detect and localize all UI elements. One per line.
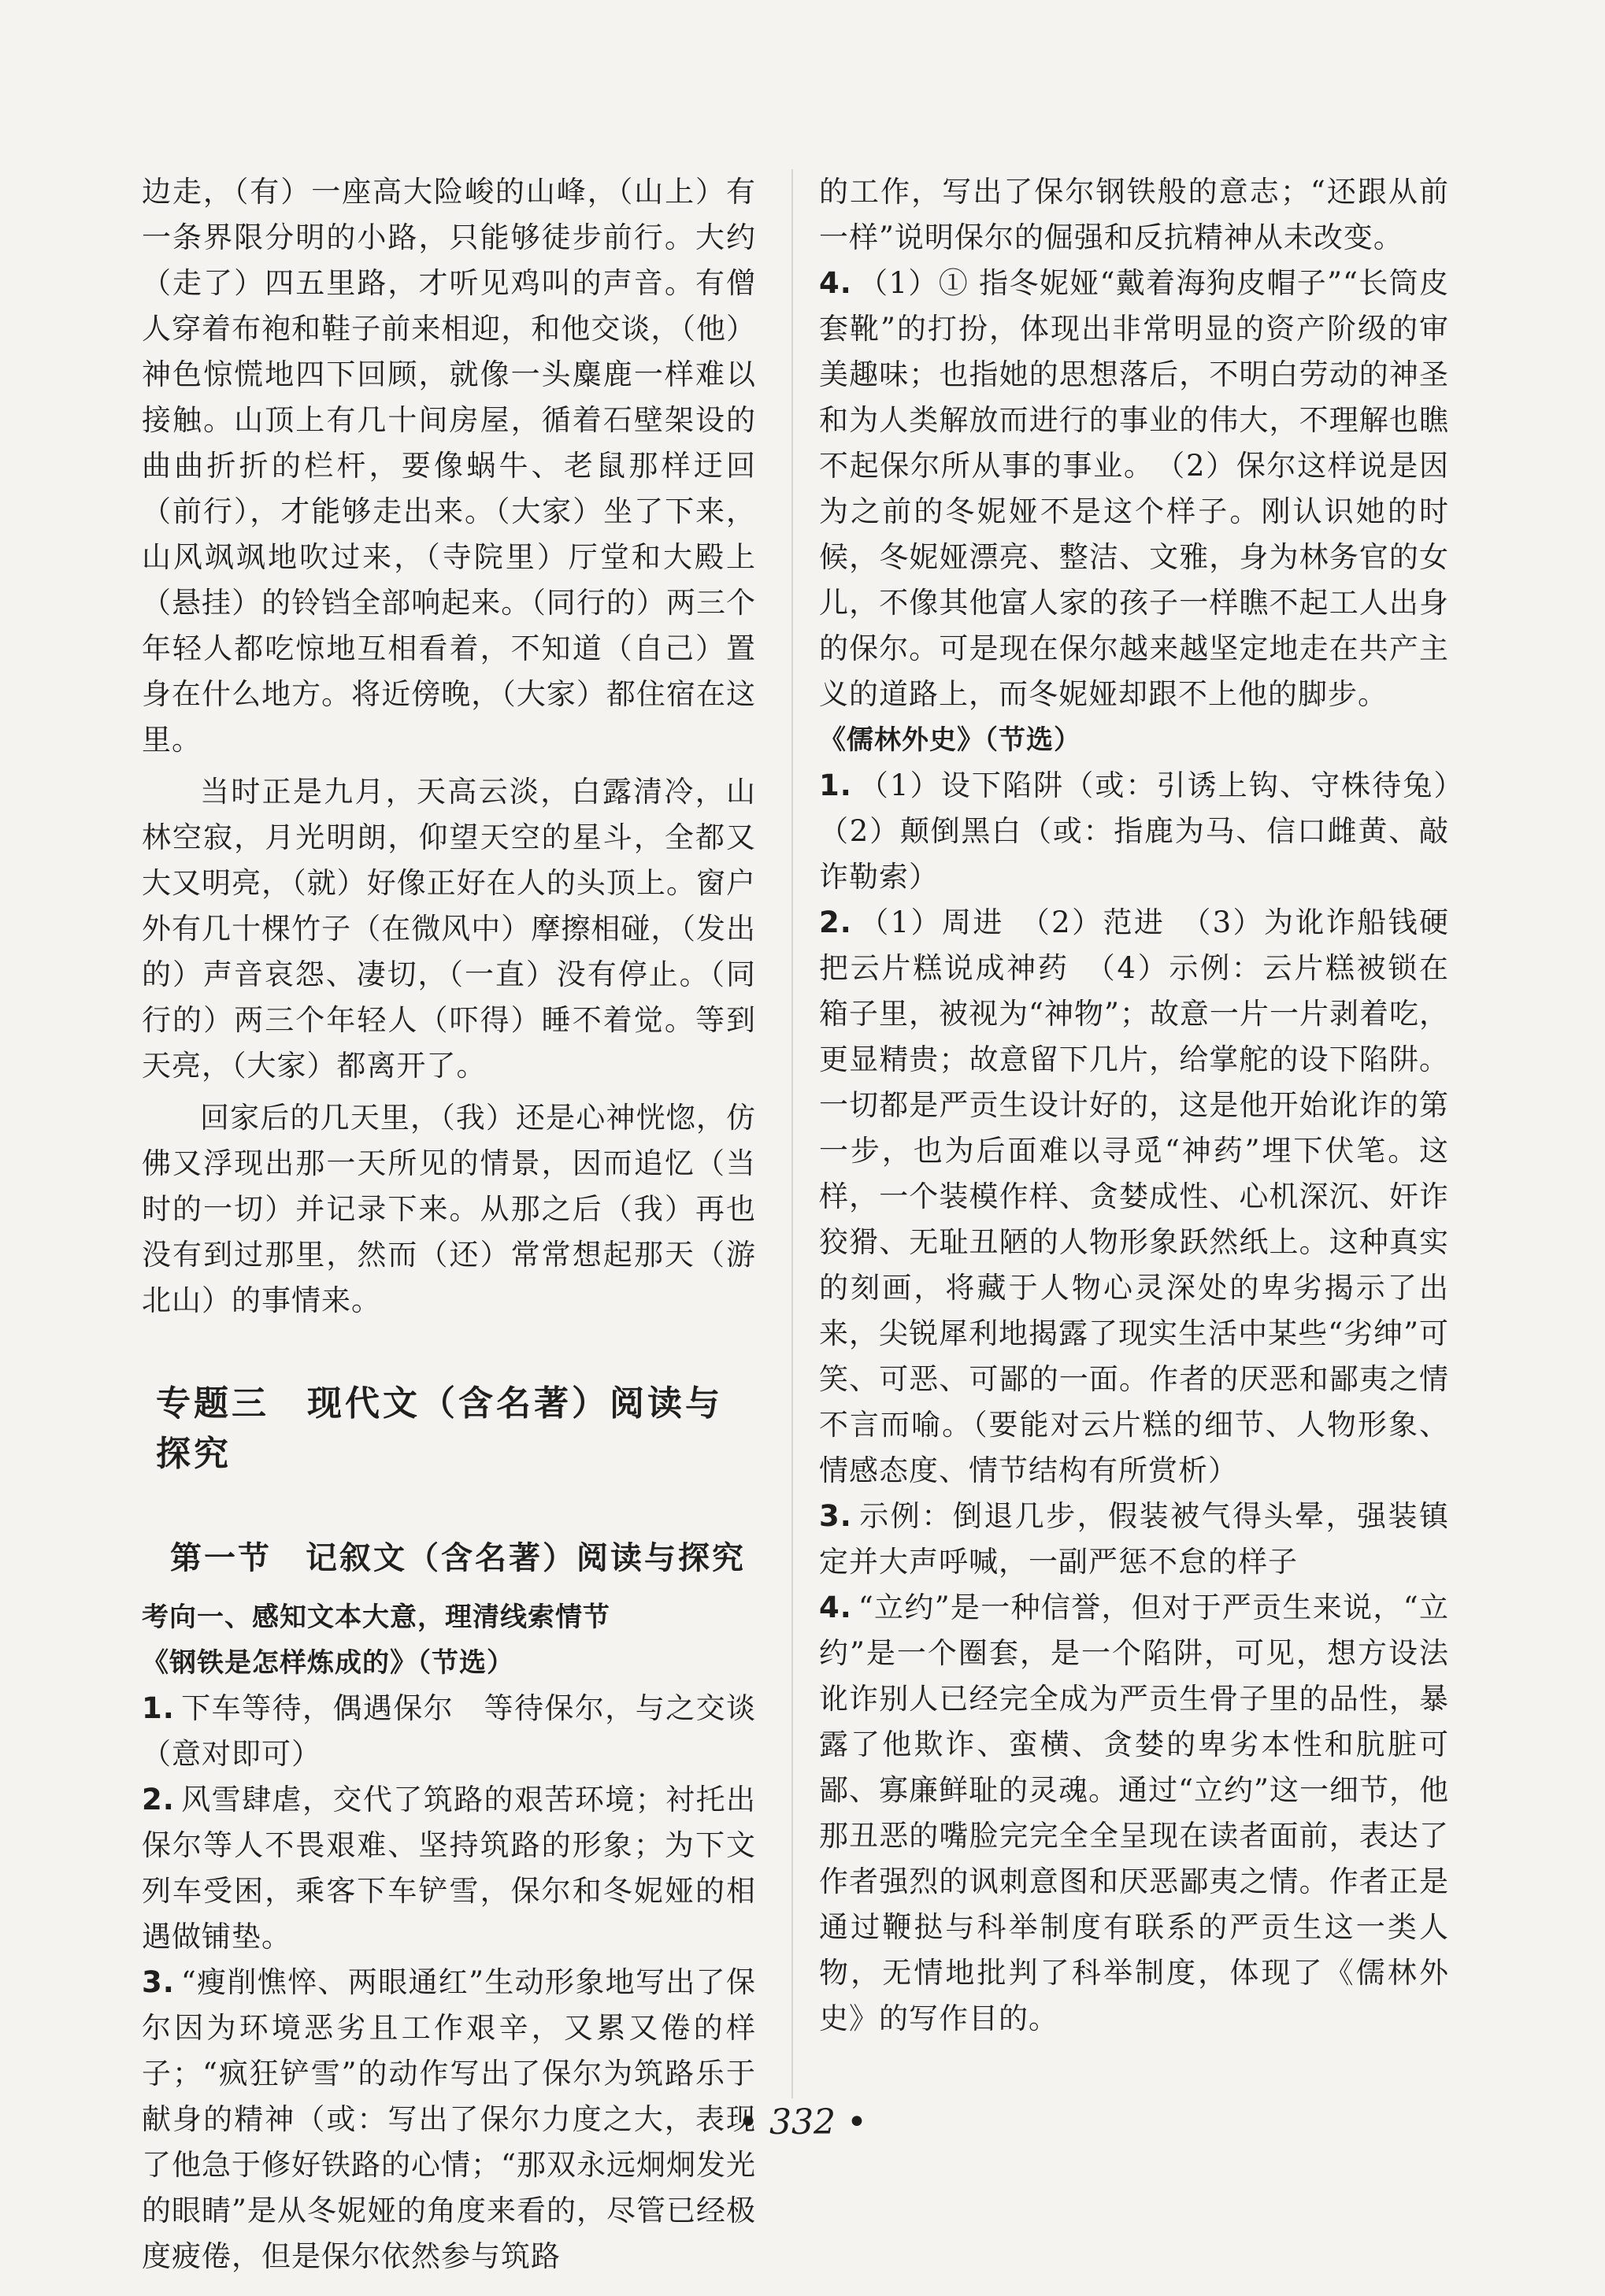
page-number: • 332 •	[738, 2102, 867, 2142]
answer-number: 1.	[819, 768, 852, 802]
chapter-title: 专题三 现代文（含名著）阅读与探究	[156, 1383, 723, 1474]
answer-text: （1）① 指冬妮娅“戴着海狗皮帽子”“长筒皮套靴”的打扮，体现出非常明显的资产阶级的审美趣味；也指她的思想落后，不明白劳动的神圣和为人类解放而进行的事业的伟大，不理解也瞧不起保尔所从事的事业。 （2）保尔这样说是因为之前的冬妮娅不是这个样子。刚认识她的时候，冬妮娅漂亮、整洁、文雅，身为林务官的女儿，不像其他富人家的孩子一样瞧不起工人出身的保尔。可是现在保尔越来越坚定地走在共产主义的道路上，而冬妮娅却跟不上他的脚步。	[819, 266, 1449, 711]
answer-item	[819, 261, 1449, 717]
answer-number: 4.	[819, 266, 852, 300]
answer-text: 风雪肆虐，交代了筑路的艰苦环境；衬托出保尔等人不畏艰难、坚持筑路的形象；为下文列车受困，乘客下车铲雪，保尔和冬妮娅的相遇做铺垫。	[142, 1783, 756, 1953]
answer-number: 2.	[142, 1783, 175, 1816]
answer-text: （1）设下陷阱（或：引诱上钩、守株待兔） （2）颠倒黑白（或：指鹿为马、信口雌黄、敲诈勒索）	[819, 768, 1479, 894]
answer-number: 3.	[819, 1499, 852, 1533]
answer-item	[819, 763, 1479, 900]
translation-paragraph-3: 回家后的几天里，（我）还是心神恍惚，仿佛又浮现出那一天所见的情景，因而追忆（当时的一切）并记录下来。从那之后（我）再也没有到过那里，然而（还）常常想起那天（游北山）的事情来。	[142, 1101, 756, 1317]
answer-text: “瘦削憔悴、两眼通红”生动形象地写出了保尔因为环境恶劣且工作艰辛，又累又倦的样子；“疯狂铲雪”的动作写出了保尔为筑路乐于献身的精神（或：写出了保尔力度之大，表现了他急于修好铁路的心情；“那双永远炯炯发光的眼睛”是从冬妮娅的角度来看的，尽管已经极度疲倦，但是保尔依然参与筑路	[142, 1965, 756, 2273]
answer-continuation: 的工作，写出了保尔钢铁般的意志；“还跟从前一样”说明保尔的倔强和反抗精神从未改变。	[819, 175, 1449, 254]
answer-number: 3.	[142, 1965, 175, 1999]
left-column	[142, 169, 756, 2279]
answer-text: 下车等待，偶遇保尔 等待保尔，与之交谈（意对即可）	[142, 1691, 756, 1771]
answer-item	[819, 900, 1449, 1494]
answer-number: 2.	[819, 905, 852, 939]
right-column	[819, 169, 1479, 2042]
answer-item	[142, 1777, 756, 1960]
work-title-rulin: 《儒林外史》（节选）	[819, 724, 1081, 756]
section-title: 第一节 记叙文（含名著）阅读与探究	[170, 1540, 746, 1576]
answer-number: 1.	[142, 1691, 175, 1725]
answer-text: （1）周进 （2）范进 （3）为讹诈船钱硬把云片糕说成神药 （4）示例：云片糕被锁在箱子里，被视为“神物”；故意一片一片剥着吃，更显精贵；故意留下几片，给掌舵的设下陷阱。一切都是严贡生设计好的，这是他开始讹诈的第一步，也为后面难以寻觅“神药”埋下伏笔。这样，一个装模作样、贪婪成性、心机深沉、奸诈狡猾、无耻丑陋的人物形象跃然纸上。这种真实的刻画，将藏于人物心灵深处的卑劣揭示了出来，尖锐犀利地揭露了现实生活中某些“劣绅”可笑、可恶、可鄙的一面。作者的厌恶和鄙夷之情不言而喻。（要能对云片糕的细节、人物形象、情感态度、情节结构有所赏析）	[819, 905, 1449, 1487]
answer-number: 4.	[819, 1591, 852, 1624]
translation-paragraph-1: 边走，（有）一座高大险峻的山峰，（山上）有一条界限分明的小路，只能够徒步前行。大约（走了）四五里路，才听见鸡叫的声音。有僧人穿着布袍和鞋子前来相迎，和他交谈，（他）神色惊慌地四下回顾，就像一头麋鹿一样难以接触。山顶上有几十间房屋，循着石壁架设的曲曲折折的栏杆，要像蜗牛、老鼠那样迂回（前行），才能够走出来。（大家）坐了下来，山风飒飒地吹过来，（寺院里）厅堂和大殿上（悬挂）的铃铛全部响起来。（同行的）两三个年轻人都吃惊地互相看着，不知道（自己）置身在什么地方。将近傍晚，（大家）都住宿在这里。	[142, 175, 756, 757]
answer-item	[819, 1585, 1449, 2042]
answer-item	[142, 1686, 756, 1777]
answer-text: “立约”是一种信誉，但对于严贡生来说，“立约”是一个圈套，是一个陷阱，可见，想方设法讹诈别人已经完全成为严贡生骨子里的品性，暴露了他欺诈、蛮横、贪婪的卑劣本性和肮脏可鄙、寡廉鲜耻的灵魂。通过“立约”这一细节，他那丑恶的嘴脸完完全全呈现在读者面前，表达了作者强烈的讽刺意图和厌恶鄙夷之情。作者正是通过鞭挞与科举制度有联系的严贡生这一类人物，无情地批判了科举制度，体现了《儒林外史》的写作目的。	[819, 1591, 1449, 2035]
column-divider	[791, 169, 793, 2098]
kaoxiang-heading: 考向一、感知文本大意，理清线索情节	[142, 1602, 610, 1633]
answer-item	[819, 1494, 1449, 1585]
answer-text: 示例：倒退几步，假装被气得头晕，强装镇定并大声呼喊，一副严惩不怠的样子	[819, 1499, 1449, 1579]
work-title-gangtie: 《钢铁是怎样炼成的》（节选）	[142, 1647, 514, 1679]
translation-paragraph-2: 当时正是九月，天高云淡，白露清冷，山林空寂，月光明朗，仰望天空的星斗，全都又大又明亮，（就）好像正好在人的头顶上。窗户外有几十棵竹子（在微风中）摩擦相碰，（发出的）声音哀怨、凄切，（一直）没有停止。（同行的）两三个年轻人（吓得）睡不着觉。等到天亮，（大家）都离开了。	[142, 775, 756, 1083]
